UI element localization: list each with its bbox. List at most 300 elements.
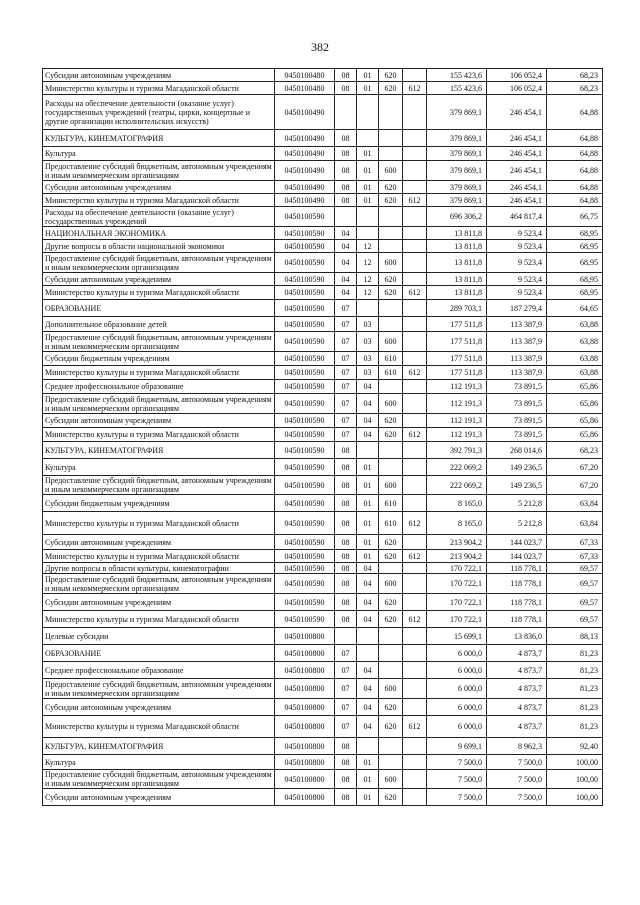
row-name: Министерство культуры и туризма Магаданской области [43,366,275,380]
row-code: 0450100490 [275,147,335,161]
row-percent: 64,88 [547,147,603,161]
row-code: 0450100590 [275,380,335,394]
row-name: Расходы на обеспечение деятельности (оказание услуг) государственных учреждений (театры, цирки, концертные и другие организации исполнительских искусств) [43,95,275,130]
row-code: 0450100590 [275,253,335,273]
row-section: 07 [335,332,357,352]
row-fact: 9 523,4 [487,253,547,273]
row-percent: 81,23 [547,699,603,716]
row-percent: 66,75 [547,207,603,227]
row-expense-type: 620 [379,535,403,550]
row-subsection: 03 [357,352,379,366]
row-admin-code [403,240,427,253]
table-row [43,300,603,317]
table-row [43,428,603,442]
table-row [43,286,603,300]
row-admin-code [403,394,427,414]
row-plan: 112 191,3 [427,428,487,442]
row-section: 07 [335,414,357,428]
row-fact: 7 500,0 [487,770,547,789]
row-plan: 6 000,0 [427,699,487,716]
row-section: 07 [335,428,357,442]
row-plan: 170 722,1 [427,594,487,611]
row-expense-type: 600 [379,253,403,273]
row-section: 08 [335,495,357,512]
row-code: 0450100800 [275,679,335,699]
row-expense-type [379,227,403,240]
row-section: 08 [335,442,357,459]
row-name: Дополнительное образование детей [43,317,275,332]
row-subsection: 01 [357,181,379,194]
row-expense-type: 620 [379,611,403,628]
row-plan: 15 699,1 [427,628,487,645]
row-subsection: 03 [357,332,379,352]
row-admin-code [403,181,427,194]
row-section: 07 [335,300,357,317]
row-subsection: 01 [357,82,379,95]
row-plan: 170 722,1 [427,563,487,574]
row-admin-code [403,273,427,286]
row-plan: 222 069,2 [427,476,487,495]
table-row [43,253,603,273]
row-admin-code [403,227,427,240]
row-section: 08 [335,82,357,95]
row-section: 04 [335,286,357,300]
row-expense-type: 600 [379,574,403,594]
row-name: Субсидии автономным учреждениям [43,789,275,806]
table-row [43,645,603,662]
row-admin-code [403,563,427,574]
row-percent: 64,88 [547,95,603,130]
row-subsection: 04 [357,414,379,428]
row-name: КУЛЬТУРА, КИНЕМАТОГРАФИЯ [43,738,275,755]
table-row [43,574,603,594]
row-plan: 13 811,8 [427,253,487,273]
row-section: 08 [335,755,357,770]
row-plan: 696 306,2 [427,207,487,227]
row-fact: 7 500,0 [487,789,547,806]
row-name: Культура [43,459,275,476]
row-percent: 92,40 [547,738,603,755]
row-percent: 64,88 [547,194,603,207]
row-fact: 246 454,1 [487,147,547,161]
row-expense-type: 600 [379,394,403,414]
table-row [43,789,603,806]
row-plan: 9 699,1 [427,738,487,755]
row-name: Культура [43,755,275,770]
row-percent: 69,57 [547,574,603,594]
row-percent: 65,86 [547,380,603,394]
row-name: Субсидии автономным учреждениям [43,181,275,194]
row-subsection [357,738,379,755]
row-section: 08 [335,69,357,82]
table-row [43,550,603,563]
row-code: 0450100800 [275,716,335,738]
row-subsection: 04 [357,380,379,394]
row-fact: 144 023,7 [487,550,547,563]
row-fact: 9 523,4 [487,286,547,300]
table-row [43,594,603,611]
row-expense-type [379,738,403,755]
row-admin-code [403,574,427,594]
row-name: Предоставление субсидий бюджетным, автономным учреждениям и иным некоммерческим организациям [43,770,275,789]
row-admin-code [403,147,427,161]
table-body [43,69,603,806]
row-name: Предоставление субсидий бюджетным, автономным учреждениям и иным некоммерческим организациям [43,332,275,352]
table-row [43,563,603,574]
row-fact: 73 891,5 [487,428,547,442]
table-row [43,332,603,352]
row-code: 0450100590 [275,332,335,352]
row-plan: 213 904,2 [427,535,487,550]
row-name: Министерство культуры и туризма Магаданской области [43,512,275,535]
row-percent: 64,65 [547,300,603,317]
row-admin-code [403,459,427,476]
row-admin-code: 612 [403,611,427,628]
row-percent: 67,33 [547,535,603,550]
row-plan: 177 511,8 [427,352,487,366]
row-admin-code [403,789,427,806]
row-subsection: 04 [357,611,379,628]
row-expense-type: 620 [379,789,403,806]
row-fact: 106 052,4 [487,69,547,82]
row-expense-type: 620 [379,550,403,563]
row-section: 08 [335,512,357,535]
row-expense-type: 600 [379,679,403,699]
table-row [43,380,603,394]
row-expense-type [379,300,403,317]
row-fact: 268 014,6 [487,442,547,459]
row-fact: 5 212,8 [487,495,547,512]
row-subsection: 04 [357,662,379,679]
row-fact: 187 279,4 [487,300,547,317]
row-code: 0450100490 [275,95,335,130]
row-fact: 113 387,9 [487,332,547,352]
row-name: Субсидии автономным учреждениям [43,699,275,716]
row-percent: 67,20 [547,459,603,476]
table-row [43,69,603,82]
row-section: 07 [335,679,357,699]
table-row [43,194,603,207]
row-name: Целевые субсидии [43,628,275,645]
row-percent: 63,88 [547,332,603,352]
row-percent: 67,20 [547,476,603,495]
row-section: 04 [335,253,357,273]
row-name: Субсидии автономным учреждениям [43,414,275,428]
row-fact: 246 454,1 [487,194,547,207]
table-row [43,366,603,380]
row-percent: 64,88 [547,130,603,147]
row-code: 0450100800 [275,755,335,770]
table-row [43,352,603,366]
row-plan: 177 511,8 [427,317,487,332]
row-name: Предоставление субсидий бюджетным, автономным учреждениям и иным некоммерческим организациям [43,574,275,594]
row-expense-type [379,147,403,161]
row-plan: 379 869,1 [427,147,487,161]
row-expense-type [379,442,403,459]
row-code: 0450100590 [275,574,335,594]
row-subsection: 04 [357,574,379,594]
row-section: 08 [335,476,357,495]
row-code: 0450100800 [275,770,335,789]
row-plan: 170 722,1 [427,611,487,628]
row-code: 0450100590 [275,352,335,366]
table-row [43,95,603,130]
row-expense-type [379,662,403,679]
row-subsection: 04 [357,716,379,738]
row-subsection: 04 [357,679,379,699]
row-fact: 118 778,1 [487,574,547,594]
row-code: 0450100590 [275,366,335,380]
table-row [43,662,603,679]
table-row [43,130,603,147]
row-fact: 106 052,4 [487,82,547,95]
row-name: Предоставление субсидий бюджетным, автономным учреждениям и иным некоммерческим организациям [43,476,275,495]
row-subsection: 01 [357,69,379,82]
row-subsection [357,645,379,662]
row-name: КУЛЬТУРА, КИНЕМАТОГРАФИЯ [43,130,275,147]
row-admin-code [403,755,427,770]
row-subsection: 12 [357,273,379,286]
row-admin-code [403,95,427,130]
row-plan: 289 703,1 [427,300,487,317]
row-admin-code: 612 [403,428,427,442]
row-code: 0450100480 [275,69,335,82]
row-percent: 68,23 [547,82,603,95]
row-fact: 118 778,1 [487,563,547,574]
row-admin-code: 612 [403,512,427,535]
row-admin-code: 612 [403,286,427,300]
row-name: Расходы на обеспечение деятельности (оказание услуг) государственных учреждений [43,207,275,227]
row-section: 08 [335,770,357,789]
table-row [43,82,603,95]
row-section: 07 [335,699,357,716]
row-section: 07 [335,662,357,679]
row-subsection: 01 [357,161,379,181]
row-plan: 6 000,0 [427,679,487,699]
row-fact: 118 778,1 [487,611,547,628]
row-percent: 100,00 [547,770,603,789]
table-row [43,147,603,161]
row-section: 08 [335,789,357,806]
row-code: 0450100590 [275,476,335,495]
row-admin-code [403,476,427,495]
table-row [43,755,603,770]
row-expense-type: 600 [379,770,403,789]
row-admin-code [403,442,427,459]
row-fact: 246 454,1 [487,130,547,147]
row-expense-type: 610 [379,366,403,380]
row-percent: 68,95 [547,286,603,300]
row-expense-type [379,130,403,147]
row-subsection: 01 [357,194,379,207]
row-expense-type: 600 [379,332,403,352]
row-code: 0450100490 [275,194,335,207]
row-plan: 112 191,3 [427,394,487,414]
row-name: Предоставление субсидий бюджетным, автономным учреждениям и иным некоммерческим организациям [43,253,275,273]
row-name: НАЦИОНАЛЬНАЯ ЭКОНОМИКА [43,227,275,240]
row-percent: 64,88 [547,161,603,181]
row-code: 0450100590 [275,300,335,317]
row-expense-type [379,563,403,574]
row-admin-code [403,207,427,227]
row-fact: 4 873,7 [487,679,547,699]
row-section: 08 [335,563,357,574]
row-expense-type: 620 [379,273,403,286]
row-section: 07 [335,716,357,738]
row-admin-code: 612 [403,366,427,380]
table-row [43,181,603,194]
row-code: 0450100590 [275,550,335,563]
row-plan: 379 869,1 [427,194,487,207]
row-fact: 113 387,9 [487,317,547,332]
row-admin-code [403,679,427,699]
row-fact: 4 873,7 [487,645,547,662]
row-subsection: 12 [357,286,379,300]
row-expense-type: 600 [379,161,403,181]
row-admin-code [403,130,427,147]
row-expense-type [379,628,403,645]
row-name: Министерство культуры и туризма Магаданской области [43,82,275,95]
row-code: 0450100800 [275,789,335,806]
row-section [335,207,357,227]
row-section [335,628,357,645]
row-code: 0450100590 [275,227,335,240]
row-subsection: 01 [357,512,379,535]
table-row [43,442,603,459]
row-code: 0450100800 [275,628,335,645]
row-name: Субсидии бюджетным учреждениям [43,352,275,366]
row-code: 0450100590 [275,286,335,300]
row-code: 0450100590 [275,317,335,332]
row-percent: 88,13 [547,628,603,645]
table-row [43,535,603,550]
row-subsection: 03 [357,366,379,380]
row-name: ОБРАЗОВАНИЕ [43,300,275,317]
row-expense-type [379,459,403,476]
row-expense-type: 620 [379,716,403,738]
table-row [43,770,603,789]
row-expense-type: 620 [379,594,403,611]
row-section: 08 [335,550,357,563]
row-subsection: 01 [357,770,379,789]
table-row [43,317,603,332]
row-percent: 69,57 [547,611,603,628]
row-percent: 67,33 [547,550,603,563]
row-fact: 113 387,9 [487,352,547,366]
row-fact: 73 891,5 [487,380,547,394]
row-plan: 7 500,0 [427,755,487,770]
row-name: ОБРАЗОВАНИЕ [43,645,275,662]
row-name: Министерство культуры и туризма Магаданской области [43,428,275,442]
row-admin-code [403,738,427,755]
row-plan: 379 869,1 [427,95,487,130]
row-code: 0450100490 [275,130,335,147]
row-section: 08 [335,459,357,476]
row-admin-code: 612 [403,82,427,95]
row-fact: 73 891,5 [487,394,547,414]
row-plan: 6 000,0 [427,716,487,738]
row-code: 0450100590 [275,495,335,512]
row-admin-code [403,352,427,366]
row-percent: 68,95 [547,253,603,273]
row-code: 0450100480 [275,82,335,95]
row-plan: 222 069,2 [427,459,487,476]
row-fact: 5 212,8 [487,512,547,535]
row-expense-type [379,240,403,253]
row-code: 0450100590 [275,240,335,253]
row-admin-code [403,69,427,82]
row-subsection: 03 [357,317,379,332]
row-section [335,95,357,130]
row-admin-code: 612 [403,550,427,563]
row-fact: 73 891,5 [487,414,547,428]
row-admin-code [403,161,427,181]
table-row [43,207,603,227]
row-admin-code [403,662,427,679]
row-plan: 13 811,8 [427,227,487,240]
row-name: Предоставление субсидий бюджетным, автономным учреждениям и иным некоммерческим организациям [43,394,275,414]
row-subsection: 01 [357,535,379,550]
table-row [43,716,603,738]
row-expense-type [379,95,403,130]
row-fact: 9 523,4 [487,240,547,253]
row-expense-type: 610 [379,352,403,366]
row-code: 0450100590 [275,414,335,428]
row-percent: 63,88 [547,317,603,332]
row-section: 07 [335,394,357,414]
row-plan: 13 811,8 [427,286,487,300]
row-code: 0450100590 [275,611,335,628]
row-plan: 8 165,0 [427,512,487,535]
row-fact: 149 236,5 [487,459,547,476]
row-percent: 69,57 [547,594,603,611]
row-percent: 63,84 [547,512,603,535]
row-code: 0450100590 [275,442,335,459]
row-code: 0450100590 [275,273,335,286]
row-code: 0450100800 [275,738,335,755]
row-plan: 7 500,0 [427,770,487,789]
row-expense-type: 620 [379,286,403,300]
row-percent: 68,23 [547,442,603,459]
row-fact: 113 387,9 [487,366,547,380]
row-code: 0450100590 [275,594,335,611]
row-plan: 379 869,1 [427,161,487,181]
row-code: 0450100590 [275,394,335,414]
row-expense-type: 620 [379,82,403,95]
row-percent: 68,95 [547,273,603,286]
row-subsection: 12 [357,253,379,273]
row-name: Субсидии автономным учреждениям [43,273,275,286]
row-plan: 13 811,8 [427,273,487,286]
row-plan: 170 722,1 [427,574,487,594]
row-plan: 177 511,8 [427,366,487,380]
row-percent: 64,88 [547,181,603,194]
row-section: 04 [335,240,357,253]
table-row [43,394,603,414]
row-percent: 100,00 [547,755,603,770]
row-fact: 8 962,3 [487,738,547,755]
row-section: 07 [335,366,357,380]
row-section: 08 [335,738,357,755]
row-subsection: 01 [357,459,379,476]
row-fact: 9 523,4 [487,227,547,240]
row-percent: 63,84 [547,495,603,512]
row-subsection: 04 [357,563,379,574]
table-row [43,738,603,755]
budget-table [42,68,603,806]
table-row [43,679,603,699]
row-percent: 65,86 [547,414,603,428]
